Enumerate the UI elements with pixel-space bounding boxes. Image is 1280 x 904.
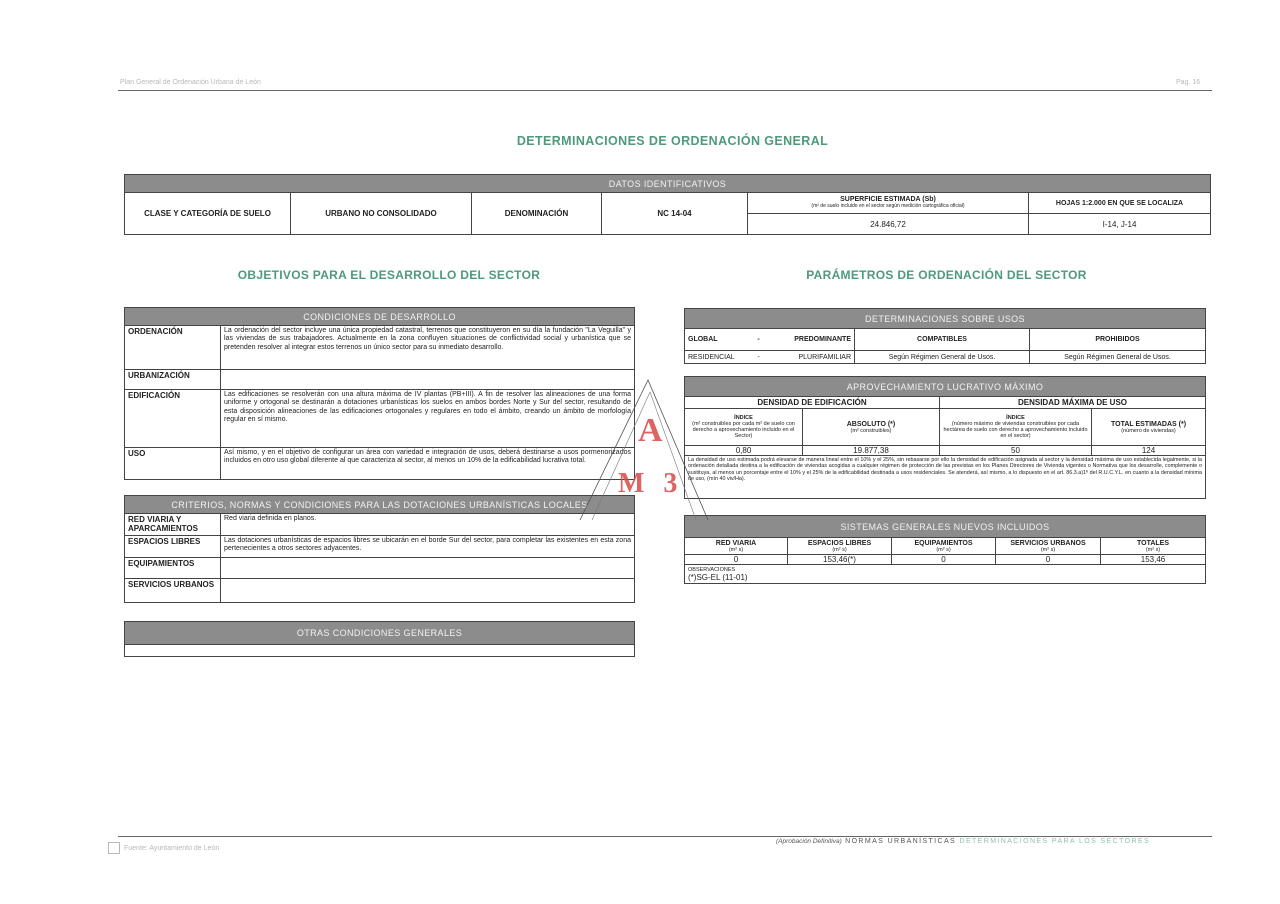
edificacion-label: EDIFICACIÓN <box>125 390 221 448</box>
espacios-libres-text: Las dotaciones urbanísticas de espacios libres se ubicarán en el borde Sur del sector, para completar las existentes en esta zona pertenecientes a otros sectores adyacentes. <box>221 536 635 558</box>
indice-edif-value: 0,80 <box>685 446 803 456</box>
footer-normas: NORMAS URBANÍSTICAS <box>845 838 957 845</box>
compatibles-value: Según Régimen General de Usos. <box>855 351 1030 364</box>
densidad-uso-header: DENSIDAD MÁXIMA DE USO <box>940 397 1206 409</box>
ordenacion-label: ORDENACIÓN <box>125 326 221 370</box>
document-header-title: Plan General de Ordenación Urbana de León <box>120 79 261 86</box>
global-header: GLOBAL <box>685 329 753 351</box>
sg-espacios-libres-value: 153,46(*) <box>788 555 892 565</box>
indice-edif-note: (m² construibles por cada m² de suelo con derecho a aprovechamiento incluido en el Sector) <box>692 421 795 439</box>
servicios-urbanos-label: SERVICIOS URBANOS <box>125 579 221 603</box>
denominacion-label: DENOMINACIÓN <box>472 193 602 235</box>
sg-totales-value: 153,46 <box>1101 555 1206 565</box>
uso-label: USO <box>125 448 221 480</box>
superficie-value: 24.846,72 <box>748 214 1029 235</box>
predominante-value: PLURIFAMILIAR <box>765 351 855 364</box>
sg-equipamientos-label: EQUIPAMIENTOS <box>914 539 973 547</box>
superficie-label: SUPERFICIE ESTIMADA (Sb) <box>840 196 936 203</box>
criterios-band: CRITERIOS, NORMAS Y CONDICIONES PARA LAS DOTACIONES URBANÍSTICAS LOCALES <box>125 496 635 514</box>
red-viaria-text: Red viaria definida en planos. <box>221 514 635 536</box>
sg-red-viaria-unit: (m² s) <box>728 546 744 553</box>
sg-red-viaria-label: RED VIARIA <box>715 539 757 547</box>
aprovechamiento-band: APROVECHAMIENTO LUCRATIVO MÁXIMO <box>685 377 1206 397</box>
watermark-letters-m3: M 3 <box>618 468 684 499</box>
objetivos-title: OBJETIVOS PARA EL DESARROLLO DEL SECTOR <box>237 268 541 282</box>
datos-identificativos-table <box>124 174 1211 235</box>
densidad-note: La densidad de uso estimada podrá elevarse de manera lineal entre el 10% y el 25%, sin rebasarse por ello la densidad de edificación asignada al sector y la densidad máxima de uso establecida legalmente, si la ordenación detallada destina a la edificación de viviendas acogidas a cualquier régimen de protección de las previstas en los Planes Directores de Vivienda vigentes o Normativa que los desarrolle, complemente o sustituya, al menos un porcentaje entre el 10% y el 25% de la edificabilidad destinada a usos residenciales. Se atenderá, así mismo, a lo dispuesto en el art. 86.3.a)1º del R.U.C.Y.L. en cuanto a la densidad mínima de uso, (mín 40 viv/Ha). <box>685 456 1206 499</box>
sg-equipamientos-value: 0 <box>892 555 996 565</box>
header-rule <box>118 90 1212 91</box>
page-number: Pag. 16 <box>1176 79 1201 86</box>
watermark-lines <box>570 370 720 540</box>
observaciones-value: (*)SG-EL (11-01) <box>688 573 748 582</box>
footer-source: Fuente: Ayuntamiento de León <box>124 845 220 852</box>
sg-espacios-libres-label: ESPACIOS LIBRES <box>807 539 872 547</box>
absoluto-label: ABSOLUTO (*) <box>846 420 896 428</box>
absoluto-cell <box>803 409 940 446</box>
sg-totales-unit: (m² s) <box>1145 546 1161 553</box>
uso-text: Así mismo, y en el objetivo de configurar un área con variedad e integración de usos, deberá destinarse a usos pormenorizados incluidos en otro uso global diferente al que caracteriza al sector, al menos un 10% de la edificabilidad lucrativa total. <box>221 448 635 480</box>
compatibles-header: COMPATIBLES <box>855 329 1030 351</box>
clase-label: CLASE Y CATEGORÍA DE SUELO <box>125 193 291 235</box>
condiciones-desarrollo-table <box>124 307 635 480</box>
clase-value: URBANO NO CONSOLIDADO <box>291 193 472 235</box>
sistemas-generales-table <box>684 515 1206 584</box>
indice-edif-label: ÍNDICE <box>734 415 753 421</box>
footer-logo-icon <box>108 842 120 854</box>
page-title: DETERMINACIONES DE ORDENACIÓN GENERAL <box>516 134 829 148</box>
observaciones-cell <box>685 565 1206 584</box>
total-label: TOTAL ESTIMADAS (*) <box>1110 420 1187 428</box>
otras-condiciones-table <box>124 621 635 657</box>
criterios-table <box>124 495 635 603</box>
dash-value: - <box>753 351 765 364</box>
sg-red-viaria-value: 0 <box>685 555 788 565</box>
equipamientos-text <box>221 558 635 579</box>
otras-empty-row <box>125 645 635 657</box>
global-value: RESIDENCIAL <box>685 351 753 364</box>
total-cell <box>1092 409 1206 446</box>
footer-rule <box>118 836 1212 837</box>
footer-section <box>776 838 1150 845</box>
total-note: (número de viviendas) <box>1121 427 1176 434</box>
usos-band: DETERMINACIONES SOBRE USOS <box>685 309 1206 329</box>
dash-header: - <box>753 329 765 351</box>
sg-equipamientos-header <box>892 538 996 555</box>
sg-servicios-header <box>996 538 1101 555</box>
edificacion-text: Las edificaciones se resolverán con una altura máxima de IV plantas (PB+III). A fin de resolver las alineaciones de una forma uniforme y ortogonal se destinarán a dotaciones urbanísticas los suelos en ambos bordes Norte y Sur del sector, resultando de esta disposición alineaciones de las edificaciones ortogonales y regulares en todo el ámbito, creando un ámbito de morfología regular en sí mismo. <box>221 390 635 448</box>
sistemas-band: SISTEMAS GENERALES NUEVOS INCLUIDOS <box>685 516 1206 538</box>
absoluto-note: (m² construibles) <box>850 427 892 434</box>
total-value: 124 <box>1092 446 1206 456</box>
otras-band: OTRAS CONDICIONES GENERALES <box>125 622 635 645</box>
indice-uso-cell <box>940 409 1092 446</box>
sg-red-viaria-header <box>685 538 788 555</box>
absoluto-value: 19.877,38 <box>803 446 940 456</box>
sg-servicios-unit: (m² s) <box>1040 546 1056 553</box>
ordenacion-text: La ordenación del sector incluye una única propiedad catastral, terrenos que constituyeron en su día la fundación "La Veguilla" y las viviendas de sus trabajadores. Actualmente en la zona confluyen situaciones de conflictividad social y urbanística que se pretenden resolver al integrar estos terrenos un único sector para su inmediato desarrollo. <box>221 326 635 370</box>
espacios-libres-label: ESPACIOS LIBRES <box>125 536 221 558</box>
predominante-header: PREDOMINANTE <box>765 329 855 351</box>
parametros-title: PARÁMETROS DE ORDENACIÓN DEL SECTOR <box>806 268 1087 282</box>
aprovechamiento-table <box>684 376 1206 499</box>
denominacion-value: NC 14-04 <box>602 193 748 235</box>
observaciones-label: OBSERVACIONES <box>688 567 736 573</box>
sg-servicios-label: SERVICIOS URBANOS <box>1010 539 1086 547</box>
densidad-edificacion-header: DENSIDAD DE EDIFICACIÓN <box>685 397 940 409</box>
footer-approval: (Aprobación Definitiva) <box>776 838 842 845</box>
sg-totales-label: TOTALES <box>1137 539 1170 547</box>
indice-uso-value: 50 <box>940 446 1092 456</box>
sg-espacios-libres-header <box>788 538 892 555</box>
sg-espacios-libres-unit: (m² s) <box>832 546 847 553</box>
sg-equipamientos-unit: (m² s) <box>936 546 951 553</box>
datos-band: DATOS IDENTIFICATIVOS <box>125 175 1211 193</box>
hojas-label: HOJAS 1:2.000 EN QUE SE LOCALIZA <box>1029 193 1211 214</box>
prohibidos-value: Según Régimen General de Usos. <box>1030 351 1206 364</box>
prohibidos-header: PROHIBIDOS <box>1030 329 1206 351</box>
indice-uso-note: (número máximo de viviendas construibles por cada hectárea de suelo con derecho a aprovechamiento incluido en el sector) <box>943 421 1088 439</box>
equipamientos-label: EQUIPAMIENTOS <box>125 558 221 579</box>
superficie-header <box>748 193 1029 214</box>
watermark-letter-a: A <box>638 412 663 449</box>
footer-determinaciones: DETERMINACIONES PARA LOS SECTORES <box>959 838 1151 845</box>
superficie-note: (m² de suelo incluido en el sector según medición cartográfica oficial) <box>811 203 965 209</box>
condiciones-band: CONDICIONES DE DESARROLLO <box>125 308 635 326</box>
sg-servicios-value: 0 <box>996 555 1101 565</box>
hojas-value: I-14, J-14 <box>1029 214 1211 235</box>
usos-table <box>684 308 1206 364</box>
indice-uso-label: ÍNDICE <box>1006 415 1025 421</box>
servicios-urbanos-text <box>221 579 635 603</box>
sg-totales-header <box>1101 538 1206 555</box>
red-viaria-label: RED VIARIA Y APARCAMIENTOS <box>125 514 221 536</box>
urbanizacion-label: URBANIZACIÓN <box>125 370 221 390</box>
